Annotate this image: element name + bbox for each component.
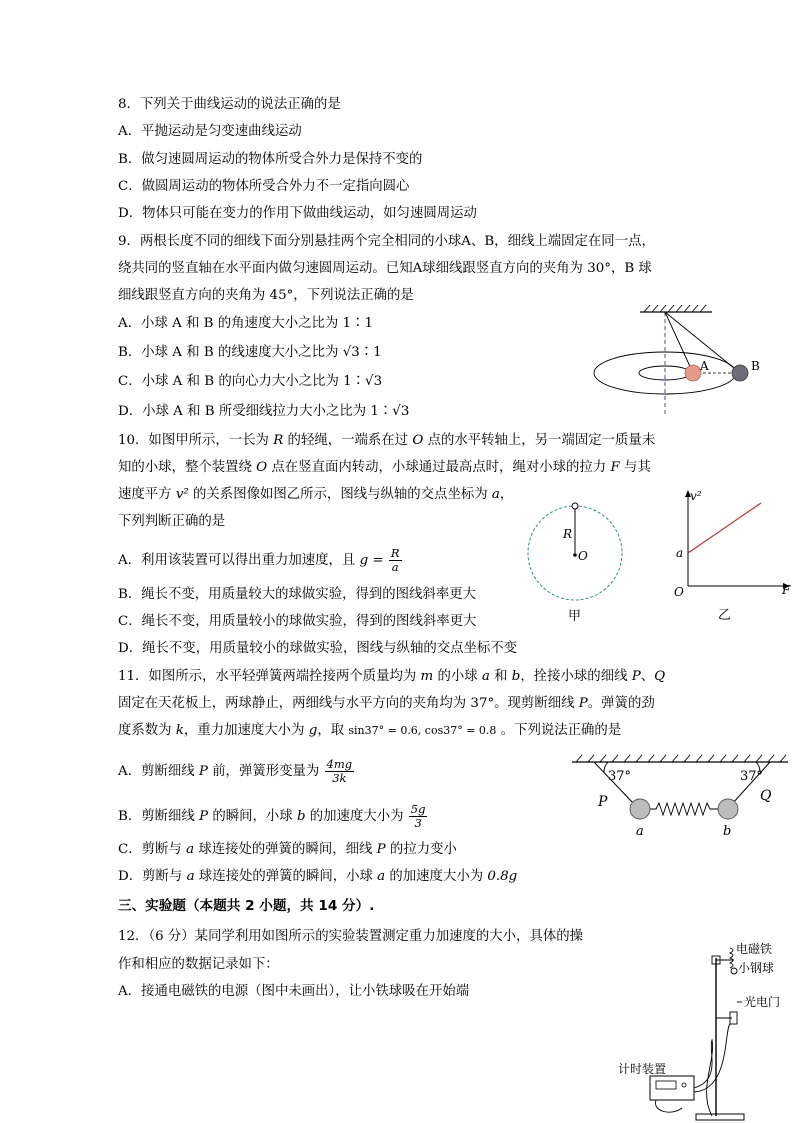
q10-text-2: 的轻绳，一端系在过: [283, 433, 413, 448]
q10-opt-a-numerator: R: [390, 546, 400, 560]
q11-text-8: 。弹簧的劲: [587, 696, 655, 711]
q11-opt-d-a2: a: [377, 869, 386, 884]
label-a: A: [700, 359, 709, 373]
q11-text-10: ，重力加速度大小为: [183, 723, 309, 738]
ceiling-hatch: [644, 305, 706, 312]
q8-stem: 8．下列关于曲线运动的说法正确的是: [118, 97, 341, 112]
q11-stem-line-2: [118, 694, 655, 714]
pivot-o: [573, 553, 577, 557]
ball-b: [718, 799, 738, 819]
stand-base: [696, 1114, 744, 1120]
q8-option-b: B．做匀速圆周运动的物体所受合外力是保持不变的: [118, 152, 423, 167]
q10-var-o: O: [412, 433, 424, 448]
q11-opt-d-value: 0.8g: [487, 869, 518, 884]
q9-stem-line-3: 细线跟竖直方向的夹角为 45°，下列说法正确的是: [118, 288, 414, 303]
q9-stem-line-1: 9．两根长度不同的细线下面分别悬挂两个完全相同的小球A、B，细线上端固定在同一点，: [118, 234, 655, 249]
q12-stem-line-1: 12．（6 分）某同学利用如图所示的实验装置测定重力加速度的大小，具体的操: [118, 929, 584, 944]
angle-left-label: 37°: [608, 769, 632, 784]
label-b: B: [751, 359, 760, 373]
steel-ball: [731, 968, 737, 974]
q10-option-c: C．绳长不变，用质量较小的球做实验，得到的图线斜率更大: [118, 614, 477, 629]
q10-text-9: ，: [499, 487, 514, 502]
q11-opt-c-p: P: [376, 842, 386, 857]
q9-option-b-text: B．小球 A 和 B 的线速度大小之比为: [118, 345, 343, 360]
q10-option-d: D．绳长不变，用质量较小的球做实验，图线与纵轴的交点坐标不变: [118, 641, 518, 656]
q11-trig-values: sin37° = 0.6, cos37° = 0.8: [348, 724, 497, 737]
label-steel-ball: 小钢球: [738, 961, 775, 975]
q11-var-p: P: [631, 669, 641, 684]
q12-step-a: A．接通电磁铁的电源（图中未画出），让小铁球吸在开始端: [118, 984, 470, 999]
q10-stem-line-4: 下列判断正确的是: [118, 514, 226, 529]
label-origin: O: [674, 585, 684, 599]
q10-text-1: 10．如图甲所示，一长为: [118, 433, 274, 448]
q11-var-q: Q: [654, 669, 666, 684]
q11-text-7: 。现剪断细线: [494, 696, 579, 711]
ball-a: [630, 799, 650, 819]
q9-option-a: [118, 314, 373, 334]
wire-1: [694, 1040, 713, 1116]
q11-stem-line-3: [118, 721, 621, 741]
q9-option-c-ratio: 1∶√3: [343, 374, 383, 389]
label-timer: 计时装置: [618, 1062, 667, 1076]
label-electromagnet: 电磁铁: [736, 942, 773, 956]
q10-opt-a-eq: =: [368, 553, 388, 568]
q10-figure-jia: [522, 498, 632, 626]
q9-option-b-ratio: √3∶1: [342, 345, 382, 360]
q11-opt-b-text3: 的加速度大小为: [305, 809, 408, 824]
q10-text-6: 与其: [619, 460, 651, 475]
label-jia: 甲: [568, 609, 582, 624]
q11-text-1: 11．如图所示，水平轻弹簧两端拴接两个质量均为: [118, 669, 421, 684]
q11-text-2: 的小球: [433, 669, 482, 684]
q11-opt-c-a: a: [186, 842, 195, 857]
q10-opt-a-denominator: a: [391, 560, 399, 574]
timer-box: [650, 1076, 694, 1100]
ball-a: [685, 365, 701, 381]
section-3-heading: 三、实验题（本题共 2 小题，共 14 分）.: [118, 898, 375, 914]
q9-stem-line-2: 绕共同的竖直轴在水平面内做匀速圆周运动。已知A球细线跟竖直方向的夹角为 30°，B 球: [118, 261, 652, 276]
q11-opt-b-p: P: [199, 809, 209, 824]
q10-text-5: 点在竖直面内转动，小球通过最高点时，绳对小球的拉力: [267, 460, 611, 475]
q11-var-a: a: [481, 669, 490, 684]
q11-text-4: ，拴接小球的细线: [520, 669, 632, 684]
electromagnet-coil: [730, 948, 733, 968]
q11-var-p2: P: [578, 696, 588, 711]
q10-opt-a-text: A．利用该装置可以得出重力加速度，且: [118, 553, 360, 568]
q11-option-d: [118, 867, 517, 887]
q8-option-d: D．物体只可能在变力的作用下做曲线运动，如匀速圆周运动: [118, 206, 477, 221]
q11-opt-b-b: b: [296, 809, 306, 824]
q9-option-b: [118, 343, 382, 363]
q11-text-3: 和: [489, 669, 512, 684]
q10-var-o2: O: [256, 460, 268, 475]
q9-option-c: [118, 372, 382, 392]
q11-text-12: 。下列说法正确的是: [496, 723, 622, 738]
q11-opt-d-text3: 的加速度大小为: [385, 869, 488, 884]
q11-opt-a-denominator: 3k: [332, 771, 347, 785]
q11-opt-b-text: B．剪断细线: [118, 809, 200, 824]
q11-opt-b-text2: 的瞬间，小球: [208, 809, 297, 824]
q11-opt-a-fraction: [325, 758, 355, 785]
q9-option-a-ratio: 1∶1: [342, 316, 373, 331]
q11-opt-c-text2: 球连接处的弹簧的瞬间，细线: [194, 842, 377, 857]
q11-opt-a-text: A．剪断细线: [118, 764, 199, 779]
q10-option-b: B．绳长不变，用质量较大的球做实验，得到的图线斜率更大: [118, 587, 476, 602]
q12-stem-line-2: 作和相应的数据记录如下：: [118, 957, 279, 972]
q12-apparatus-figure: [612, 940, 794, 1123]
q11-var-m: m: [420, 669, 434, 684]
q10-text-3: 点的水平转轴上，另一端固定一质量未: [423, 433, 656, 448]
q11-opt-a-numerator: 4mg: [326, 757, 353, 771]
q11-text-11: ，取: [317, 723, 349, 738]
label-a-intercept: a: [676, 546, 684, 560]
q11-opt-d-text: D．剪断与: [118, 869, 187, 884]
label-a: a: [636, 824, 644, 839]
graph-line: [688, 503, 761, 553]
q11-angle: 37°: [470, 696, 495, 711]
q11-option-c: [118, 840, 457, 860]
q11-opt-c-text3: 的拉力变小: [385, 842, 457, 857]
q10-stem-line-1: [118, 431, 655, 451]
label-b: b: [723, 824, 732, 839]
q10-var-a: a: [491, 487, 500, 502]
label-f: F: [782, 583, 791, 597]
q11-opt-b-numerator: 5g: [410, 802, 426, 816]
label-o: O: [578, 549, 588, 563]
q10-opt-a-g: g: [359, 553, 369, 568]
q11-opt-a-p: P: [198, 764, 208, 779]
q10-option-a: [118, 547, 403, 574]
q9-option-c-text: C．小球 A 和 B 的向心力大小之比为: [118, 374, 344, 389]
q9-option-d-ratio: 1∶√3: [370, 404, 410, 419]
q10-var-f: F: [610, 460, 620, 475]
q10-text-7: 速度平方: [118, 487, 176, 502]
label-r: R: [563, 527, 573, 541]
q8-option-a: A．平抛运动是匀变速曲线运动: [118, 124, 302, 139]
q10-text-8: 的关系图像如图乙所示，图线与纵轴的交点坐标为: [188, 487, 492, 502]
q11-option-a: [118, 758, 355, 785]
q10-var-r: R: [273, 433, 284, 448]
q10-text-4: 知的小球，整个装置绕: [118, 460, 257, 475]
q10-opt-a-fraction: [389, 547, 402, 574]
q11-spring-figure: [568, 752, 792, 844]
q11-var-b: b: [511, 669, 521, 684]
ball-top: [572, 503, 578, 509]
q11-opt-a-text2: 前，弹簧形变量为: [207, 764, 324, 779]
label-yi: 乙: [718, 608, 732, 623]
q11-text-5: 、: [640, 669, 655, 684]
q8-option-c: C．做圆周运动的物体所受合外力不一定指向圆心: [118, 179, 410, 194]
q10-figure-yi: [660, 486, 794, 626]
q9-option-d-text: D．小球 A 和 B 所受细线拉力大小之比为: [118, 404, 371, 419]
q10-stem-line-3: [118, 485, 513, 505]
q11-option-b: [118, 803, 428, 830]
string-a: [665, 312, 693, 373]
label-v2: v²: [690, 489, 702, 503]
ball-b: [732, 365, 748, 381]
q10-stem-line-2: [118, 458, 651, 478]
label-p: P: [598, 794, 608, 810]
label-photogate: 光电门: [744, 995, 781, 1009]
q11-text-9: 度系数为: [118, 723, 176, 738]
q11-opt-d-a: a: [186, 869, 195, 884]
angle-right-label: 37°: [740, 769, 764, 784]
q9-option-a-text: A．小球 A 和 B 的角速度大小之比为: [118, 316, 343, 331]
q9-conical-pendulum-figure: [590, 300, 780, 420]
q11-var-k: k: [175, 723, 184, 738]
q11-text-6: 固定在天花板上，两球静止，两细线与水平方向的夹角均为: [118, 696, 471, 711]
label-q: Q: [760, 788, 772, 804]
ceiling-hatch: [576, 755, 786, 762]
q11-opt-c-text: C．剪断与: [118, 842, 187, 857]
q10-var-v2: v²: [175, 487, 189, 502]
spring: [650, 803, 718, 815]
q11-opt-b-fraction: [409, 803, 428, 830]
wire-3: [655, 1100, 682, 1112]
q9-option-d: [118, 402, 409, 422]
q11-opt-b-denominator: 3: [414, 816, 422, 830]
q11-stem-line-1: [118, 667, 665, 687]
q11-var-g: g: [308, 723, 318, 738]
q11-opt-d-text2: 球连接处的弹簧的瞬间，小球: [194, 869, 378, 884]
